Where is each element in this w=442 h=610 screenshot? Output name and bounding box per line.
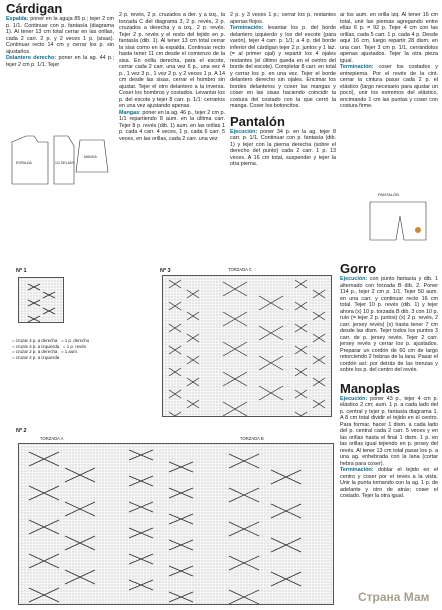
pantalon-continued: ar los aum. en orilla izq. Al tener 16 cm total, unir las piernas agregando entre ellas 6 p. = 92 p. Tejer 4 cm con las orillas, cada 5 carr. 1 p. cada 4 p. Desde aquí 16 cm, luego repartir 28 dism. en una carr. Tejer 3 cm p. 1/1, cerrándolos apenas ajustados. Tejer la otra pieza igual. [340,12,438,64]
gorro-ejecucion-label: Ejecución: [340,276,368,282]
pantalon-title: Pantalón [230,113,285,129]
cardigan-title: Cárdigan [6,1,63,16]
diagram-1 [18,277,64,323]
legend-row-3: = cruzar 2 p. a derecha = 1 aum. [12,349,79,354]
manoplas-paragraph: Ejecución: poner 43 p., tejer 4 cm p. elástico 2 cm; aum. 1 p. a cada lado del p. central y tejer p. fantasía diagrama 1. A 8 cm total dividir el tejido en el centro. Para formar, hacer 1 dism. a cada lado del p. central cada 2 carr. 5 veces y en las orillas hasta el final 1 dism. 1 p. en las orillas igual tejiendo en p. jersey del revés. Al tener 13 cm total pasar los p. a una ag. enhebrada con la lana (cortar hebra para coser). [340,395,438,467]
column-4 [340,12,438,110]
gorro-title: Gorro [340,261,377,276]
torzada-b-zone: TORZADA B [240,436,264,441]
manoplas-terminacion-label: Terminación: [340,467,374,473]
diagram-2 [18,443,334,605]
schematic-label-delantero: 1/2 DELANT. [55,161,76,165]
terminacion-label: Terminación: [230,25,264,31]
manoplas-ejecucion-label: Ejecución: [340,395,368,402]
legend-row-4: = cruzar 2 p. a izquierda [12,354,60,360]
espalda-label: Espalda: [6,16,29,22]
espalda-paragraph: Espalda: poner en la aguja 85 p.; tejer 2 cm p. 1/1. Continuar con p. fantasía (diagrama 1). Al tener 13 cm total cerrar en las orillas, cada 2 carr. 2 p. y 2 veces 1 p. (sisas). Continuar recto 14 cm y cerrar los p. sin ajustarlos. [6,16,114,55]
column-3 [230,12,336,168]
delantero-paragraph: Delantero derecho: poner en la ag. 44 p.; tejer 2 cm p. 1/1. Tejer [6,55,114,68]
pantalon-schematic [360,190,436,248]
cardigan-schematic [8,132,114,202]
diagram-2-grid [19,444,333,604]
delantero-label: Delantero derecho: [6,55,57,61]
terminacion-paragraph: Terminación: levantar los p. del borde delantero izquierdo y los del escote (para varón), tejer 4 carr. p. 1/1; a 4 p. del borde inferior del cárdigan tejer 2 p. juntos y 1 laz. (= al primer ojal) y repartir los 4 ojales restantes (el último queda en el centro del borde del escote). Completar 8 carr. en total y cerrar los p. en una vez. Tejer el borde delantero derecho sin ojales. Encimar los bordes delanteros y coser las mangas y coser en las sisas haciendo coincidir la costura del costado con la que cerró la manga. Coser los botoncitos. [230,25,336,109]
torzada-c-zone: TORZADA C [228,267,252,272]
schematic-label-manga: MANGA [84,155,97,159]
manoplas-title: Manoplas [340,380,400,396]
pantalon-ejecucion-label: Ejecución: [230,128,258,135]
diagram-3 [162,275,332,417]
mangas-end: 2 p. y 3 veces 1 p.; cerrar los p. restantes apenas flojos. [230,12,336,25]
terminacion2-label: Terminación: [340,64,374,70]
legend-row-2: = cruzar 4 p. a izquierda = 1 p. revés [12,343,86,349]
column-2 [119,12,225,142]
diagram-3-grid [163,276,331,416]
diagram-2-label: Nº 2 [16,428,27,434]
column-1 [6,2,114,68]
legend-row-1: = cruzar 4 p. a derecha = 1 p. derecho [12,338,90,343]
site-watermark: Страна Мам [358,590,430,604]
schematic-label-pantalon: PANTALÓN [378,192,399,197]
diagram-3-label: Nº 3 [160,268,171,274]
diagram-1-grid [19,278,63,322]
legend [12,338,152,360]
terminacion2-paragraph: Terminación: coser los costados y entrepierna. Por el revés de la cint. cerrar la cintura pasar cada 2 p. el elástico (largo necesario para ajustar un poco), unir los extremos del elástico, encimando 1 cm las puntas y coser con costura firme. [340,64,438,109]
diagram-1-label: Nº 1 [16,268,27,274]
pantalon-paragraph: Ejecución: poner 34 p. en la ag. tejer 8 carr. p. 1/1. Continuar con p. fantasía (dib. 1) y tejer con la pierna derecha (sobre el derecho del punto) cada 2 carr. 1 p. 13 veces. A 16 cm total, suspender y tejer la otra pierna. [230,128,336,167]
cardigan-continued: 2 p. revés, 2 p. cruzados a der. y a izq., la torzada C del diagrama 3, 2 p. revés, 2 p. cruzados a derecha y a izq., 2 p. revés. Tejer 2 p. revés y el resto del tejido en p. fantasía (dib. 1). Al tener 13 cm total cerrar la sisa como en la espalda. Continuar recto hasta tener 11 cm desde el comienzo de la sisa. En orilla derecha, para el escote, cerrar cada 2 carr. una vez 6 p., una vez 4 p., 1 vez 3 p., 1 vez 2 p. y 2 veces 1 p. A 14 cm desde las sisas, cerrar el hombro sin ajustar. Tejer el otro delantero a la inversa. Coser los hombros y costados. Levantar los p. del escote y tejer 8 carr. p. 1/1: cerrarlos en una vez ajustando apenas. [119,12,225,109]
torzada-a-zone: TORZADA A [40,436,64,441]
gorro-paragraph: Ejecución: con punto fantasía y dib. 1 alternado con torzada B dib. 2. Poner 114 p., tejer 2 cm p. 1/1. Tejer 50 aum. en una carr. y continuar recto 16 cm total. Tejer 10 p. revés (dib. 1) y tejer ahora (x) 10 p. torzada B dib. 3 con 10 p. rulo (= tejer 2 p. juntos) (x) 2 p. revés, 2 carr. jersey revés) (x) hasta tener 7 cm desde las dism. Tejer todos los puntos 3 carr. de p. jersey revés. Tejer 2 carr. jersey revés y cerrar los p. ajustados. Preparar un cordón de 60 cm de largo retorciendo 2 hebras de la lana. Pasar el cordón así: por detrás de las trenzas y sobre los p. del centro del revés. [340,276,438,373]
column-4-lower [340,262,438,500]
schematic-label-espalda: ESPALDA [16,161,32,165]
manoplas-terminacion: Terminación: doblar el tejido en el centro y coser por el revés a la vista. Unir la punta tomando con la ag. 1 p. de adelante y otro de atrás; coser el costado. Tejer la otra igual. [340,467,438,499]
mangas-paragraph: Mangas: poner en la ag. 46 p., tejer 2 cm p. 1/1 repartiendo 8 aum. en la última carr. Tejer 8 p. revés (dib. 1) aum. en las orillas 1 p. cada 4 carr. 4 veces, 1 p. cada 6 carr. 5 veces, en las orillas, cada 2 carr. una vez [119,109,225,142]
mangas-label: Mangas: [119,109,141,116]
